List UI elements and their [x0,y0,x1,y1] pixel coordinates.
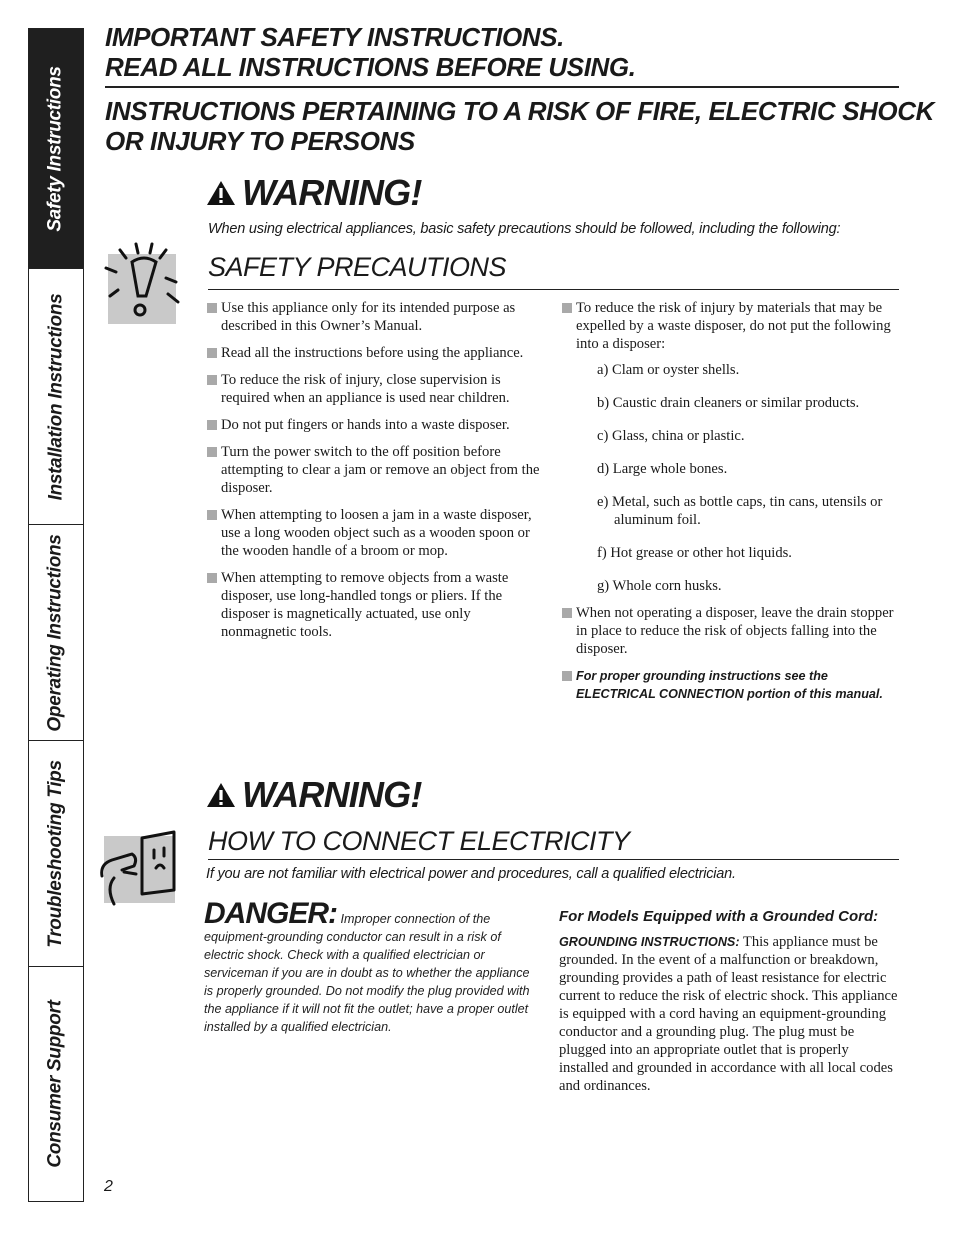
section-title-safety-precautions: SAFETY PRECAUTIONS [208,252,507,282]
list-item: Do not put fingers or hands into a waste disposer. [207,416,542,434]
section-divider [208,859,899,860]
list-item: When attempting to remove objects from a waste disposer, use long-handled tongs or pliers. If the disposer is magnetically actuated, use only nonmagnetic tools. [207,569,542,641]
section-title-how-to-connect-electricity: HOW TO CONNECT ELECTRICITY [208,826,630,856]
warning-triangle-icon [206,180,236,206]
sub-list-item: d) Large whole bones. [597,461,728,477]
precautions-right-column [562,299,899,712]
warning-intro: When using electrical appliances, basic safety precautions should be followed, including the following: [208,221,841,237]
page-subtitle: INSTRUCTIONS PERTAINING TO A RISK OF FIRE, ELECTRIC SHOCK OR INJURY TO PERSONS [105,96,934,156]
precautions-left-column [207,299,542,650]
sub-list-item: a) Clam or oyster shells. [597,362,740,378]
list-item: Use this appliance only for its intended purpose as described in this Owner’s Manual. [207,299,542,335]
list-item: When attempting to loosen a jam in a waste disposer, use a long wooden object such as a wooden spoon or the wooden handle of a broom or mop. [207,506,542,560]
list-item [562,667,899,703]
tab-operating-instructions[interactable]: Operating Instructions [29,525,83,741]
grounded-cord-title: For Models Equipped with a Grounded Cord: [559,908,879,925]
list-item: To reduce the risk of injury, close supervision is required when an appliance is used near children. [207,371,542,407]
exclamation-icon [108,254,176,324]
sub-list-item: g) Whole corn husks. [597,578,722,594]
page-title: IMPORTANT SAFETY INSTRUCTIONS. READ ALL INSTRUCTIONS BEFORE USING. [105,22,636,82]
do-not-dispose-list [597,361,899,595]
list-item: Read all the instructions before using the appliance. [207,344,542,362]
tab-troubleshooting-tips[interactable]: Troubleshooting Tips [29,741,83,967]
section-divider [208,289,899,290]
grounding-reference-note: For proper grounding instructions see the ELECTRICAL CONNECTION portion of this manual. [576,669,883,701]
sub-list-item: e) Metal, such as bottle caps, tin cans, utensils or aluminum foil. [597,494,883,528]
sub-list-item: f) Hot grease or other hot liquids. [597,545,792,561]
title-divider [105,86,899,88]
sub-list-item: c) Glass, china or plastic. [597,428,745,444]
list-item: Turn the power switch to the off position before attempting to clear a jam or remove an object from the disposer. [207,443,542,497]
electrician-advice: If you are not familiar with electrical power and procedures, call a qualified electrician. [206,866,736,882]
tab-consumer-support[interactable]: Consumer Support [45,1000,67,1168]
warning-triangle-icon [206,782,236,808]
danger-label: DANGER: [204,897,337,930]
list-item: To reduce the risk of injury by materials that may be expelled by a waste disposer, do not put the following into a disposer: a) Clam or oyster shells. b) Caustic drain cleaners or similar products. c) Glass, china or plastic. d) Large whole bones. e) Metal, such as bottle caps, tin cans, utensils or aluminum foil. f) Hot grease or other hot liquids. g) Whole corn husks. [562,299,899,595]
list-item: When not operating a disposer, leave the drain stopper in place to reduce the risk of objects falling into the disposer. [562,604,899,658]
grounding-instructions: GROUNDING INSTRUCTIONS: This appliance must be grounded. In the event of a malfunction or breakdown, grounding provides a path of least resistance for electric current to reduce the risk of electric shock. This appliance is equipped with a cord having an equipment-grounding conductor and a grounding plug. The plug must be plugged into an appropriate outlet that is properly installed and grounded in accordance with all local codes and ordinances. [559,934,898,1094]
warning-heading: WARNING! [206,774,422,816]
tab-safety-instructions[interactable]: Safety Instructions [29,29,83,269]
sub-list-item: b) Caustic drain cleaners or similar products. [597,395,860,411]
danger-notice: DANGER: Improper connection of the equipment-grounding conductor can result in a risk of electric shock. Check with a qualified electrician or serviceman if you are in doubt as to whether the appliance is properly grounded. Do not modify the plug provided with the appliance if it will not fit the outlet; have a proper outlet installed by a qualified electrician. [204,897,530,1034]
warning-heading: WARNING! [206,172,422,214]
grounded-cord-section [559,908,899,1095]
section-tabs [28,28,84,1202]
tab-installation-instructions[interactable]: Installation Instructions [29,269,83,525]
page-number: 2 [104,1178,113,1195]
plug-outlet-icon [104,836,175,903]
